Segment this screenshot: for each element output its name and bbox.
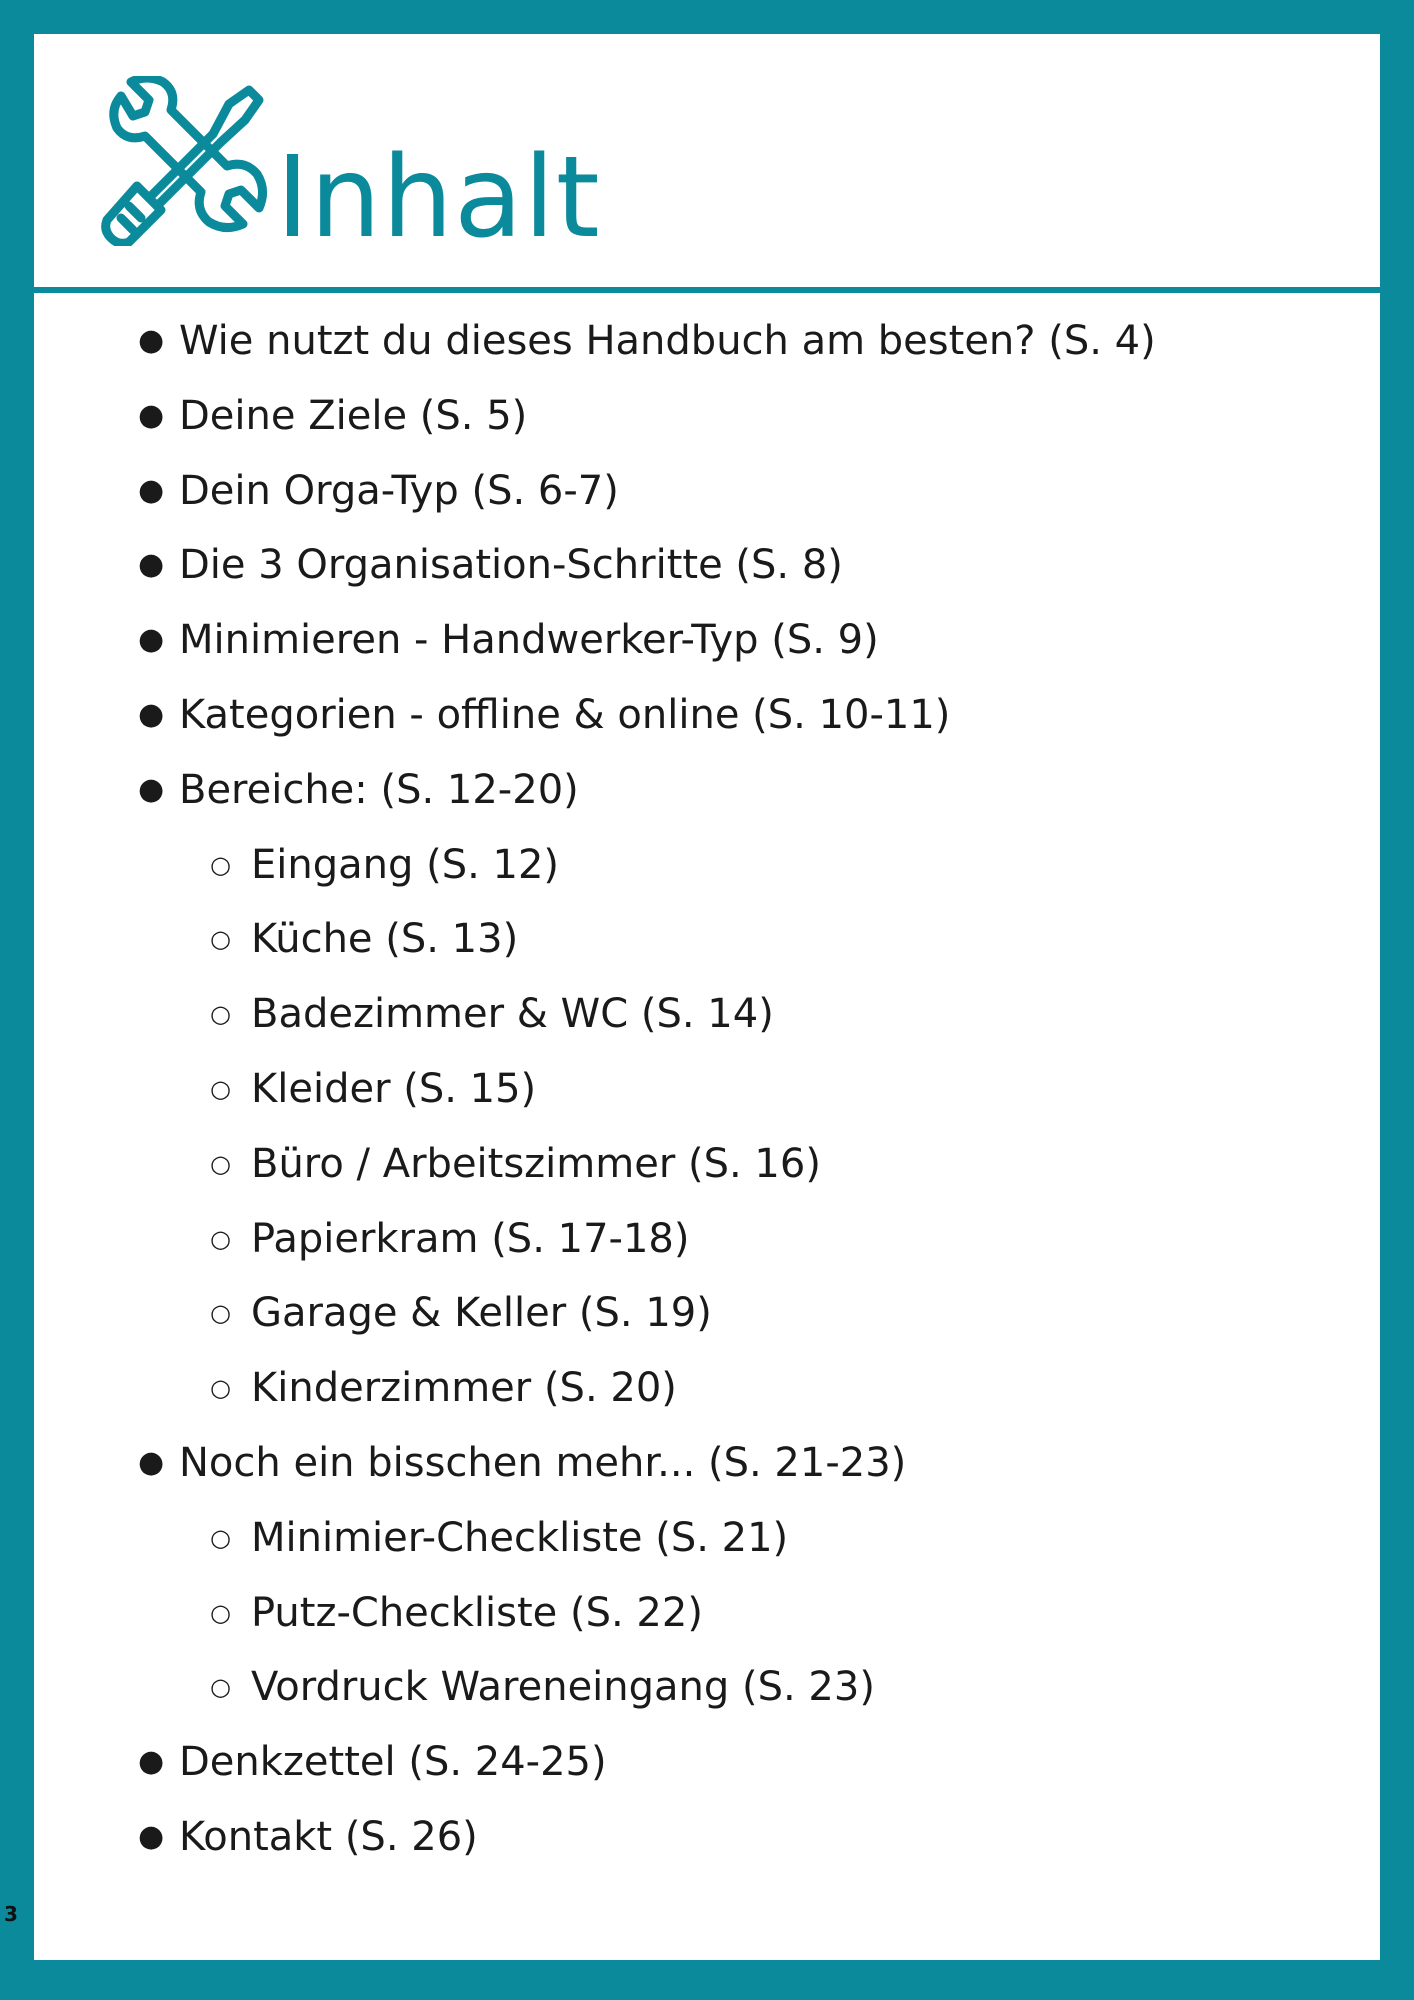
circle-bullet-icon: ○ (210, 850, 231, 879)
toc-item-label: Deine Ziele (S. 5) (179, 392, 528, 439)
bullet-icon: ● (138, 1444, 165, 1480)
circle-bullet-icon: ○ (210, 1673, 231, 1702)
toc-subitem-label: Kleider (S. 15) (251, 1065, 537, 1112)
toc-item-label: Noch ein bisschen mehr... (S. 21-23) (179, 1439, 907, 1486)
toc-item (34, 1725, 1380, 1800)
toc-subitem-label: Vordruck Wareneingang (S. 23) (251, 1664, 875, 1711)
toc-subitem (34, 977, 1380, 1052)
toc-subitem (34, 1276, 1380, 1351)
toc-subitem (34, 902, 1380, 977)
toc-subitem-label: Minimier-Checkliste (S. 21) (251, 1514, 789, 1561)
toc-subitem-label: Putz-Checkliste (S. 22) (251, 1589, 703, 1636)
toc-subitem-label: Büro / Arbeitszimmer (S. 16) (251, 1140, 821, 1187)
circle-bullet-icon: ○ (210, 1523, 231, 1552)
toc-subitem (34, 1501, 1380, 1576)
toc-item (34, 454, 1380, 529)
toc-subitem-label: Kinderzimmer (S. 20) (251, 1365, 677, 1412)
toc-item (34, 528, 1380, 603)
wrench-screwdriver-icon (101, 76, 271, 246)
toc-item-label: Wie nutzt du dieses Handbuch am besten? (S. 4) (179, 318, 1156, 364)
toc-subitem (34, 1650, 1380, 1725)
toc-item (34, 678, 1380, 753)
toc-item-label: Dein Orga-Typ (S. 6-7) (179, 467, 619, 514)
bullet-icon: ● (138, 696, 165, 732)
circle-bullet-icon: ○ (210, 1000, 231, 1029)
circle-bullet-icon: ○ (210, 1374, 231, 1403)
toc-subitem (34, 1202, 1380, 1277)
bullet-icon: ● (138, 323, 165, 358)
circle-bullet-icon: ○ (210, 1074, 231, 1103)
toc-subitem-label: Eingang (S. 12) (251, 841, 560, 888)
toc-item-label: Kontakt (S. 26) (179, 1813, 478, 1860)
toc-item (34, 1426, 1380, 1501)
toc-subitem (34, 1351, 1380, 1426)
bullet-icon: ● (138, 1818, 165, 1854)
toc-subitem-label: Papierkram (S. 17-18) (251, 1215, 690, 1262)
toc-subitem (34, 1052, 1380, 1127)
table-of-contents (34, 304, 1380, 1875)
document-page (34, 34, 1380, 1960)
bullet-icon: ● (138, 771, 165, 807)
toc-item-label: Denkzettel (S. 24-25) (179, 1739, 607, 1786)
page-title: Inhalt (276, 133, 601, 263)
toc-item (34, 1800, 1380, 1875)
bullet-icon: ● (138, 397, 165, 433)
circle-bullet-icon: ○ (210, 925, 231, 954)
page-number: 3 (4, 1902, 18, 1926)
circle-bullet-icon: ○ (210, 1299, 231, 1328)
toc-item-label: Bereiche: (S. 12-20) (179, 766, 579, 813)
toc-subitem-label: Garage & Keller (S. 19) (251, 1290, 712, 1337)
toc-subitem-label: Küche (S. 13) (251, 916, 519, 963)
circle-bullet-icon: ○ (210, 1224, 231, 1253)
toc-item (34, 379, 1380, 454)
bullet-icon: ● (138, 547, 165, 583)
circle-bullet-icon: ○ (210, 1149, 231, 1178)
page-header (34, 34, 1380, 287)
toc-subitem (34, 828, 1380, 903)
toc-subitem-label: Badezimmer & WC (S. 14) (251, 991, 774, 1038)
header-divider (34, 287, 1380, 293)
toc-item-label: Minimieren - Handwerker-Typ (S. 9) (179, 617, 879, 664)
toc-subitem (34, 1576, 1380, 1651)
bullet-icon: ● (138, 622, 165, 658)
toc-item-label: Die 3 Organisation-Schritte (S. 8) (179, 542, 843, 589)
circle-bullet-icon: ○ (210, 1598, 231, 1627)
toc-item (34, 753, 1380, 828)
toc-item-label: Kategorien - offline & online (S. 10-11) (179, 691, 951, 738)
bullet-icon: ● (138, 1744, 165, 1780)
toc-item (34, 603, 1380, 678)
toc-item (34, 304, 1380, 379)
toc-subitem (34, 1127, 1380, 1202)
bullet-icon: ● (138, 472, 165, 508)
